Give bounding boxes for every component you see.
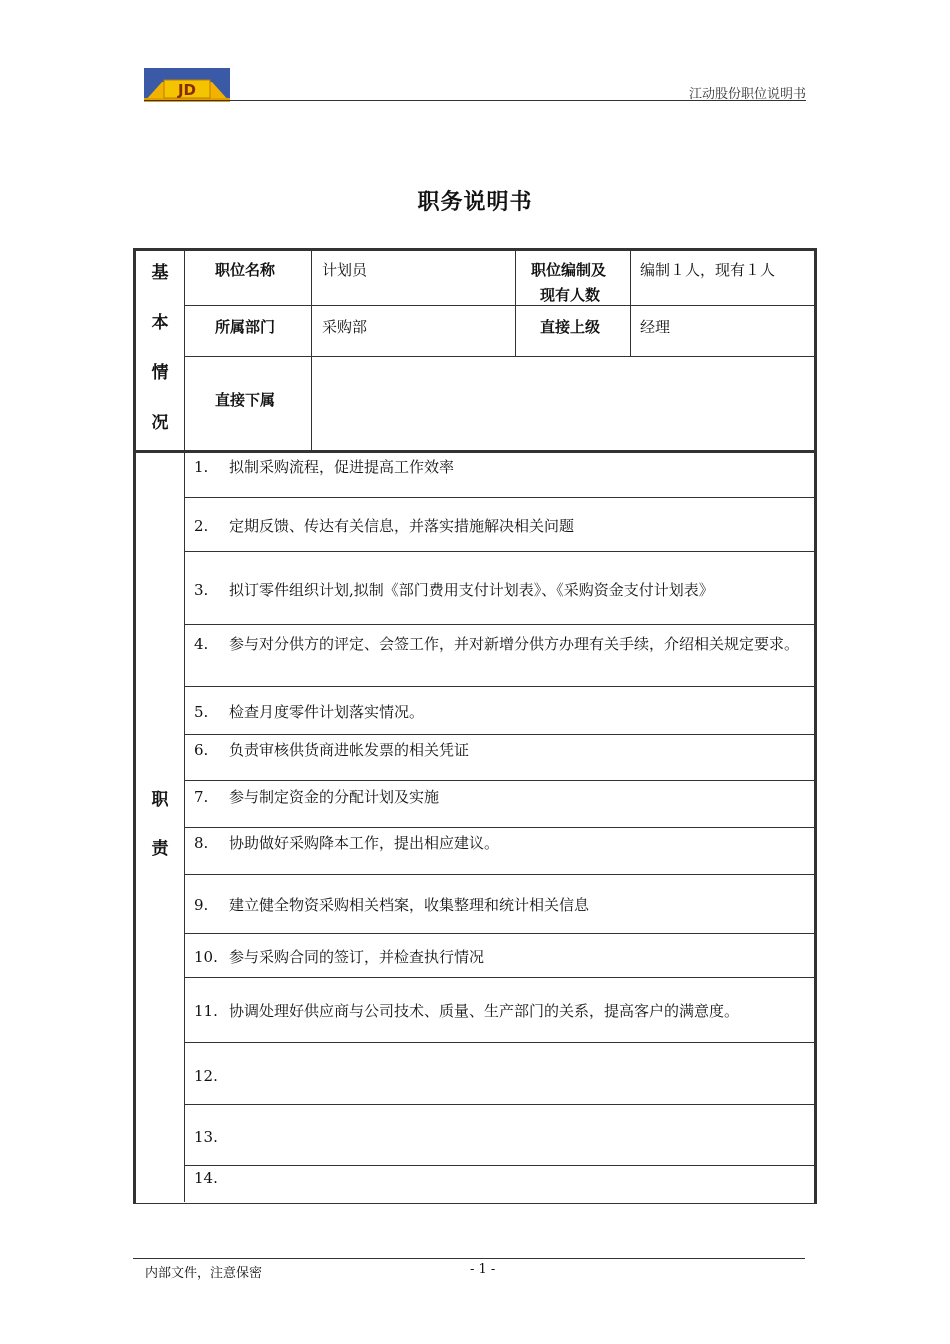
- basic-section-label-2: 本: [151, 313, 169, 333]
- superior-value: 经理: [640, 318, 671, 336]
- duty-item-1: 1. 拟制采购流程，促进提高工作效率: [194, 458, 455, 476]
- duty-item-5: 5. 检查月度零件计划落实情况。: [194, 703, 425, 721]
- headcount-value: 编制１人，现有１人: [640, 261, 776, 279]
- grid-line: [136, 450, 814, 453]
- superior-label: 直接上级: [540, 318, 601, 336]
- header-doc-title: 江动股份职位说明书: [688, 87, 806, 102]
- header-divider: [144, 100, 806, 101]
- duty-item-8: 8. 协助做好采购降本工作，提出相应建议。: [194, 834, 500, 852]
- footer-divider: [133, 1258, 805, 1259]
- page-title: 职务说明书: [417, 190, 533, 215]
- page-number: - 1 -: [470, 1262, 496, 1277]
- duty-item-6: 6. 负责审核供货商进帐发票的相关凭证: [194, 741, 470, 759]
- position-name-value: 计划员: [322, 261, 368, 279]
- duty-item-2: 2. 定期反馈、传达有关信息，并落实措施解决相关问题: [194, 517, 575, 535]
- duty-item-4: 4. 参与对分供方的评定、会签工作，并对新增分供方办理有关手续，介绍相关规定要求。: [194, 635, 800, 653]
- grid-line: [184, 827, 814, 828]
- grid-line: [184, 686, 814, 687]
- department-label: 所属部门: [215, 318, 276, 336]
- grid-line: [184, 977, 814, 978]
- company-logo: [144, 68, 230, 102]
- basic-section-label-3: 情: [151, 363, 169, 383]
- department-value: 采购部: [322, 318, 368, 336]
- headcount-label-line2: 现有人数: [540, 286, 601, 304]
- grid-line: [515, 250, 516, 357]
- duty-item-10: 10. 参与采购合同的签订，并检查执行情况: [194, 948, 485, 966]
- duty-item-7: 7. 参与制定资金的分配计划及实施: [194, 788, 440, 806]
- basic-section-label-1: 基: [151, 263, 169, 283]
- grid-line: [184, 551, 814, 552]
- grid-line: [311, 250, 312, 450]
- duties-section-label-1: 职: [151, 790, 169, 810]
- grid-line: [630, 250, 631, 357]
- duty-item-14: 14.: [194, 1169, 218, 1187]
- grid-line: [184, 1042, 814, 1043]
- grid-line: [184, 497, 814, 498]
- basic-section-label-4: 况: [151, 413, 169, 433]
- headcount-label-line1: 职位编制及: [531, 261, 607, 279]
- grid-line: [184, 624, 814, 625]
- grid-line: [184, 250, 185, 1202]
- grid-line: [184, 1104, 814, 1105]
- grid-line: [184, 356, 814, 357]
- duties-section-label-2: 责: [151, 839, 169, 859]
- duty-item-12: 12.: [194, 1067, 218, 1085]
- duty-item-13: 13.: [194, 1128, 218, 1146]
- grid-line: [184, 933, 814, 934]
- grid-line: [184, 780, 814, 781]
- footer-confidential-note: 内部文件，注意保密: [145, 1266, 263, 1281]
- grid-line: [184, 734, 814, 735]
- subordinate-label: 直接下属: [215, 391, 276, 409]
- position-name-label: 职位名称: [215, 261, 276, 279]
- grid-line: [184, 305, 814, 306]
- duty-item-9: 9. 建立健全物资采购相关档案，收集整理和统计相关信息: [194, 896, 590, 914]
- duty-item-3: 3. 拟订零件组织计划,拟制《部门费用支付计划表》、《采购资金支付计划表》: [194, 581, 714, 599]
- grid-line: [184, 874, 814, 875]
- duty-item-11: 11. 协调处理好供应商与公司技术、质量、生产部门的关系，提高客户的满意度。: [194, 1002, 740, 1020]
- svg-text:JD: JD: [177, 81, 197, 99]
